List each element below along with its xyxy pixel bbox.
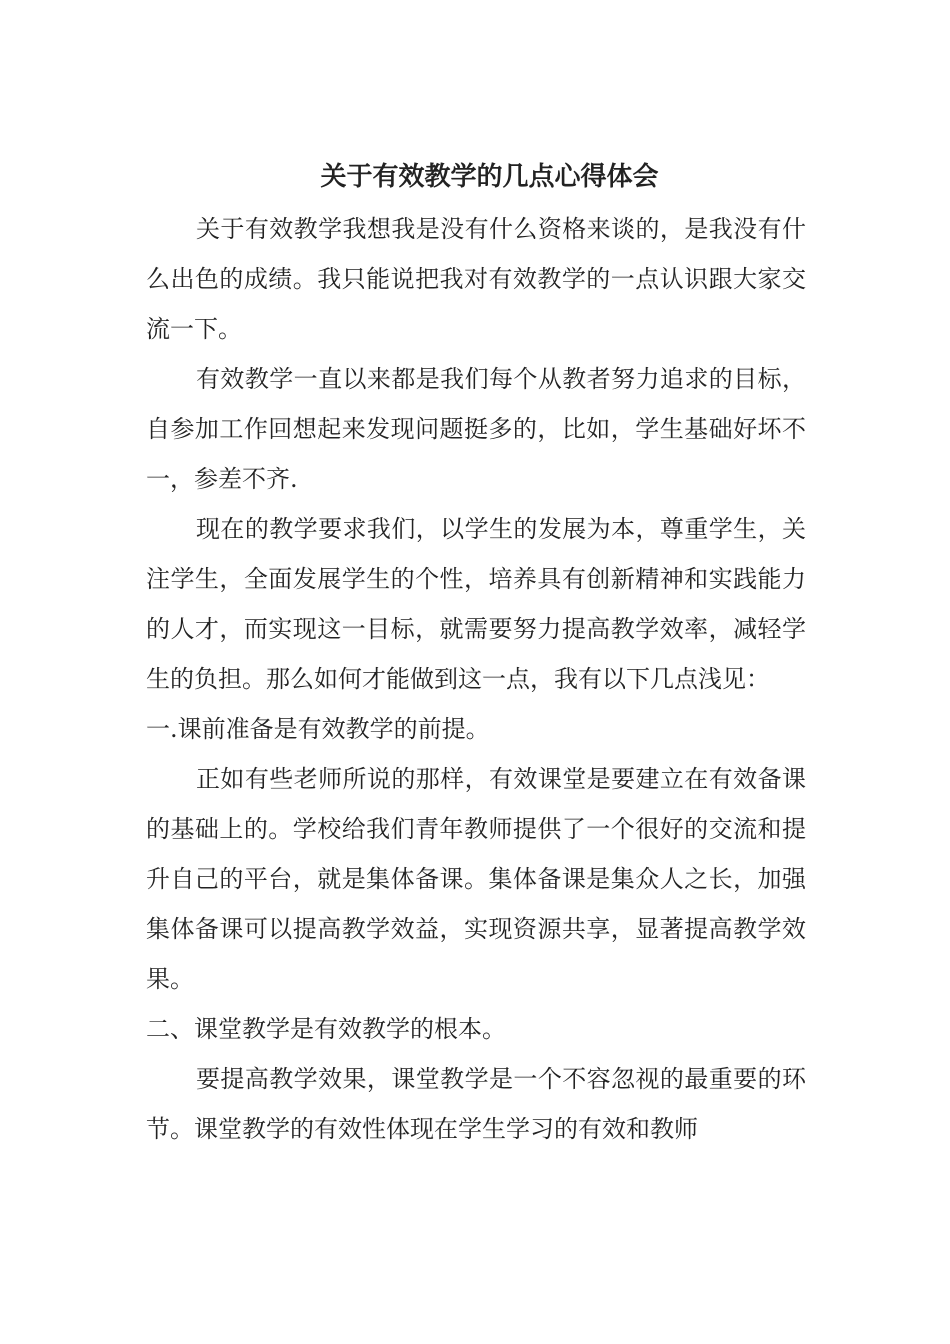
document-body	[146, 150, 806, 1154]
paragraph-goal: 有效教学一直以来都是我们每个从教者努力追求的目标，自参加工作回想起来发现问题挺多的，比如，学生基础好坏不一，参差不齐.	[146, 365, 806, 493]
paragraph-classroom: 要提高教学效果，课堂教学是一个不容忽视的最重要的环节。课堂教学的有效性体现在学生学习的有效和教师	[146, 1065, 806, 1143]
document-title: 关于有效教学的几点心得体会	[320, 162, 659, 192]
section-heading-classroom: 二、课堂教学是有效教学的根本。	[146, 1015, 506, 1043]
paragraph-preparation: 正如有些老师所说的那样，有效课堂是要建立在有效备课的基础上的。学校给我们青年教师提供了一个很好的交流和提升自己的平台，就是集体备课。集体备课是集众人之长，加强集体备课可以提高教学效益，实现资源共享，显著提高教学效果。	[146, 765, 806, 993]
section-heading-preparation: 一.课前准备是有效教学的前提。	[146, 715, 490, 743]
paragraph-requirements: 现在的教学要求我们，以学生的发展为本，尊重学生，关注学生，全面发展学生的个性，培养具有创新精神和实践能力的人才，而实现这一目标，就需要努力提高教学效率，减轻学生的负担。那么如何才能做到这一点，我有以下几点浅见：	[146, 515, 806, 693]
paragraph-intro: 关于有效教学我想我是没有什么资格来谈的，是我没有什么出色的成绩。我只能说把我对有效教学的一点认识跟大家交流一下。	[146, 215, 806, 343]
